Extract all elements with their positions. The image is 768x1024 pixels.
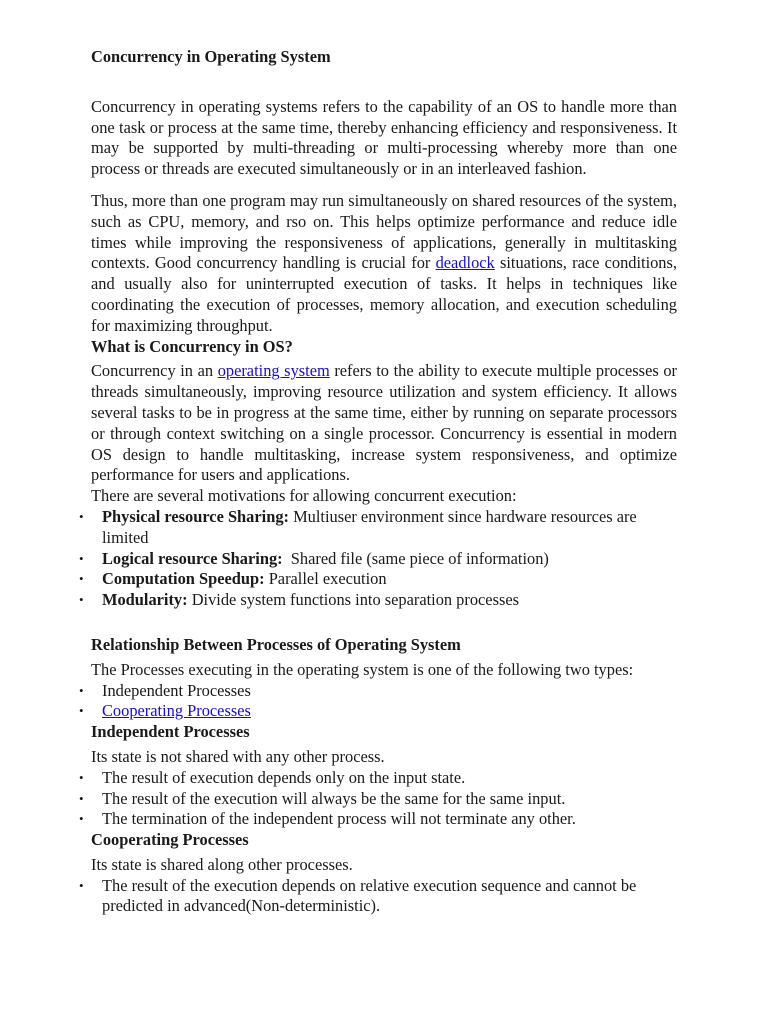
- motivation-text: Multiuser environment since hardware resources are limited: [102, 506, 637, 547]
- independent-list: [91, 768, 677, 830]
- list-item: [102, 569, 677, 590]
- what-is-concurrency-heading: What is Concurrency in OS?: [91, 336, 293, 356]
- motivation-text: Shared file (same piece of information): [290, 548, 549, 568]
- what-paragraph: [91, 361, 677, 486]
- list-item: • The result of execution depends only on the input state.: [102, 768, 677, 789]
- what-paragraph-text-a: Concurrency in an: [91, 361, 214, 381]
- motivations-list: [91, 507, 677, 611]
- list-item: [102, 549, 677, 570]
- relationship-heading: Relationship Between Processes of Operating System: [91, 634, 461, 654]
- motivation-label: Logical resource Sharing:: [102, 548, 283, 568]
- list-item: • The termination of the independent process will not terminate any other.: [102, 809, 677, 830]
- what-paragraph-text-b: refers to the ability to execute multiple processes or threads simultaneously, improving resource utilization and system efficiency. It allows several tasks to be in progress at the same time, either by running on separate processors or through context switching on a single processor. Concurrency is essential in modern OS design to handle multitasking, increase system responsiveness, and optimize performance for users and applications.: [91, 361, 677, 485]
- deadlock-link[interactable]: deadlock: [435, 253, 495, 273]
- motivation-label: Computation Speedup:: [102, 569, 265, 589]
- motivation-text: Divide system functions into separation processes: [191, 590, 519, 610]
- relationship-lead: The Processes executing in the operating system is one of the following two types:: [91, 659, 634, 679]
- motivation-label: Modularity:: [102, 590, 188, 610]
- operating-system-link[interactable]: operating system: [217, 361, 330, 381]
- document-title: Concurrency in Operating System: [91, 47, 331, 66]
- list-item: • The result of the execution will always be the same for the same input.: [102, 789, 677, 810]
- intro-paragraph-2: [91, 191, 677, 337]
- intro-paragraph-2-text-a: Thus, more than one program may run simultaneously on shared resources of the system, such as CPU, memory, and rso on. This helps optimize performance and reduce idle times while improving the responsiveness of applications, generally in multitasking contexts. Good concurrency handling is crucial for: [91, 190, 677, 273]
- cooperating-list: [91, 876, 677, 918]
- cooperating-lead: Its state is shared along other processes.: [91, 854, 353, 874]
- list-item: [102, 701, 677, 722]
- motivation-text: Parallel execution: [268, 569, 387, 589]
- list-item: [102, 590, 677, 611]
- motivation-label: Physical resource Sharing:: [102, 506, 289, 526]
- intro-paragraph-1: Concurrency in operating systems refers to the capability of an OS to handle more than one task or process at the same time, thereby enhancing efficiency and responsiveness. It may be supported by multi-threading or multi-processing whereby more than one process or threads are executed simultaneously or in an interleaved fashion.: [91, 96, 677, 179]
- list-item: • The result of the execution depends on relative execution sequence and cannot be predicted in advanced(Non-deterministic).: [102, 876, 677, 918]
- cooperating-processes-heading: Cooperating Processes: [91, 830, 249, 850]
- motivations-lead: There are several motivations for allowing concurrent execution:: [91, 486, 517, 506]
- independent-processes-heading: Independent Processes: [91, 722, 250, 742]
- cooperating-processes-link[interactable]: Cooperating Processes: [102, 701, 251, 721]
- list-item: • Independent Processes: [102, 681, 677, 702]
- independent-lead: Its state is not shared with any other process.: [91, 746, 385, 766]
- list-item: [102, 507, 677, 549]
- relationship-list: [91, 681, 677, 723]
- intro-paragraph-2-text-b: situations, race conditions, and usually also for uninterrupted execution of tasks. It helps in techniques like coordinating the execution of processes, memory allocation, and execution scheduling for maximizing throughput.: [91, 253, 677, 335]
